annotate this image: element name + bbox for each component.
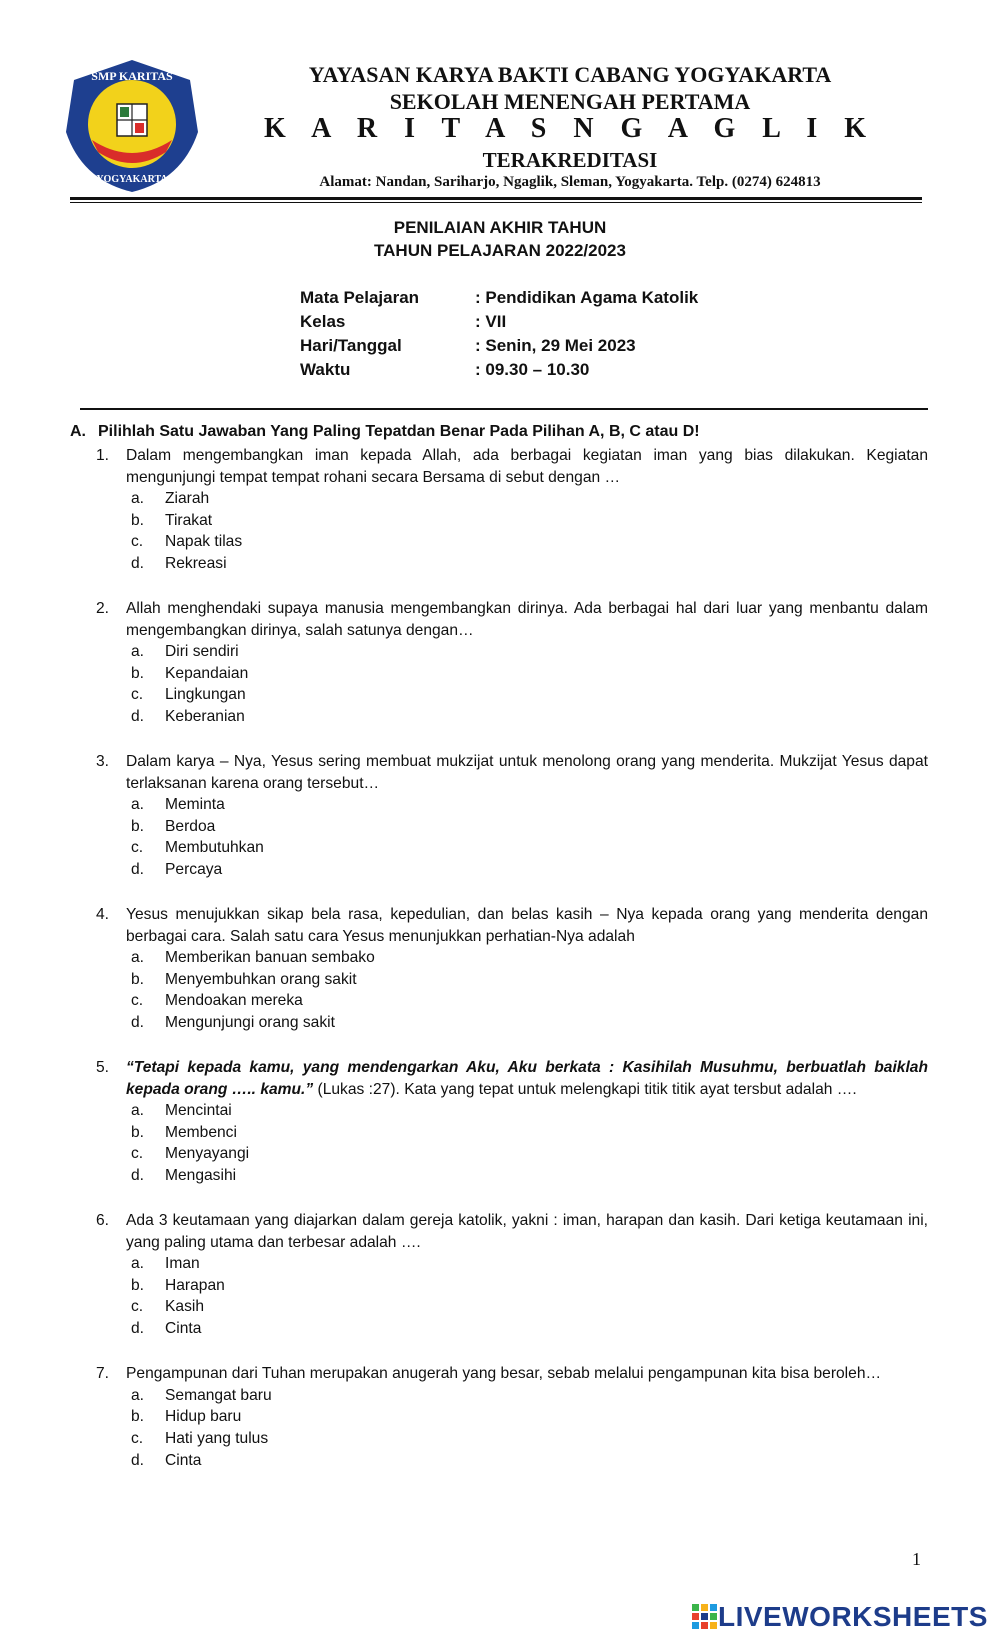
option-letter: a. <box>131 643 145 660</box>
info-label: Kelas <box>300 312 346 331</box>
option-c[interactable] <box>131 1296 928 1318</box>
liveworksheets-logo-icon <box>692 1604 718 1630</box>
option-letter: d. <box>131 555 145 573</box>
option-letter: c. <box>131 533 144 551</box>
option-c[interactable] <box>131 531 928 553</box>
option-letter: c. <box>131 1429 144 1447</box>
option-letter: b. <box>131 1408 145 1426</box>
option-b[interactable] <box>131 816 928 838</box>
question-number: 6. <box>96 1212 110 1229</box>
option-b[interactable] <box>131 969 928 991</box>
option-text: Keberanian <box>165 708 245 726</box>
option-letter: b. <box>131 1276 145 1294</box>
school-address: Alamat: Nandan, Sariharjo, Ngaglik, Sleman, Yogyakarta. Telp. (0274) 624813 <box>319 174 821 190</box>
option-letter: c. <box>131 1298 144 1316</box>
question-1 <box>96 445 928 575</box>
option-text: Semangat baru <box>165 1386 272 1404</box>
option-d[interactable] <box>131 553 928 575</box>
option-b[interactable] <box>131 1406 928 1428</box>
option-letter: a. <box>131 949 145 966</box>
liveworksheets-watermark[interactable] <box>692 1602 988 1632</box>
option-text: Tirakat <box>165 511 213 529</box>
option-a[interactable] <box>131 641 928 663</box>
option-c[interactable] <box>131 1428 928 1450</box>
option-text: Iman <box>165 1255 200 1272</box>
option-text: Diri sendiri <box>165 643 239 660</box>
option-letter: b. <box>131 664 145 682</box>
option-text: Membenci <box>165 1123 237 1141</box>
question-number: 4. <box>96 906 110 923</box>
section-letter: A. <box>70 423 86 440</box>
option-text: Menyembuhkan orang sakit <box>165 970 357 988</box>
option-b[interactable] <box>131 1275 928 1297</box>
option-letter: d. <box>131 1320 145 1338</box>
option-d[interactable] <box>131 1318 928 1340</box>
question-number: 1. <box>96 447 110 464</box>
question-7 <box>96 1363 928 1471</box>
info-label: Hari/Tanggal <box>300 336 402 355</box>
question-text: Dalam karya – Nya, Yesus sering membuat mukzijat untuk menolong orang yang menderita. Mukzijat Yesus dapat terlaksanan karena orang tersebut… <box>126 753 928 792</box>
info-value: : Pendidikan Agama Katolik <box>475 288 699 307</box>
option-c[interactable] <box>131 990 928 1012</box>
option-letter: a. <box>131 1102 145 1119</box>
question-6 <box>96 1210 928 1340</box>
question-text: Allah menghendaki supaya manusia mengembangkan dirinya. Ada berbagai hal dari luar yang menbantu dalam mengembangkan dirinya, salah satunya dengan… <box>126 600 928 639</box>
option-a[interactable] <box>131 1385 928 1407</box>
option-text: Mengasihi <box>165 1167 237 1185</box>
page-number: 1 <box>912 1549 921 1569</box>
question-text: Yesus menujukkan sikap bela rasa, kepedulian, dan belas kasih – Nya kepada orang yang menderita dengan berbagai cara. Salah satu cara Yesus menunjukkan perhatian-Nya adalah <box>126 906 928 945</box>
info-value: : Senin, 29 Mei 2023 <box>475 336 636 355</box>
option-b[interactable] <box>131 510 928 532</box>
option-text: Membutuhkan <box>165 839 264 857</box>
info-label: Mata Pelajaran <box>300 288 420 307</box>
info-divider <box>80 408 928 410</box>
question-number: 3. <box>96 753 110 770</box>
option-b[interactable] <box>131 1122 928 1144</box>
option-letter: b. <box>131 970 145 988</box>
instruction-text: Pilihlah Satu Jawaban Yang Paling Tepatdan Benar Pada Pilihan A, B, C atau D! <box>98 423 700 440</box>
accreditation: TERAKREDITASI <box>482 148 658 172</box>
watermark-text: LIVEWORKSHEETS <box>718 1601 988 1632</box>
option-letter: a. <box>131 796 145 813</box>
option-d[interactable] <box>131 1165 928 1187</box>
option-c[interactable] <box>131 684 928 706</box>
info-label: Waktu <box>300 360 351 379</box>
option-d[interactable] <box>131 859 928 881</box>
exam-title: PENILAIAN AKHIR TAHUN <box>393 218 607 237</box>
question-text <box>126 1057 928 1100</box>
option-d[interactable] <box>131 1450 928 1472</box>
section-instruction <box>70 423 700 441</box>
option-text: Harapan <box>165 1276 225 1294</box>
option-letter: d. <box>131 861 145 879</box>
option-text: Mencintai <box>165 1102 232 1119</box>
option-a[interactable] <box>131 488 928 510</box>
option-letter: c. <box>131 839 144 857</box>
option-text: Ziarah <box>165 490 210 507</box>
option-text: Mengunjungi orang sakit <box>165 1014 335 1032</box>
option-text: Napak tilas <box>165 533 243 551</box>
school-level: SEKOLAH MENENGAH PERTAMA <box>389 89 751 114</box>
option-letter: c. <box>131 1145 144 1163</box>
question-3 <box>96 751 928 881</box>
header-divider-thin <box>70 202 922 203</box>
option-text: Mendoakan mereka <box>165 992 303 1010</box>
option-text: Cinta <box>165 1320 202 1338</box>
option-letter: d. <box>131 708 145 726</box>
option-text: Lingkungan <box>165 686 246 704</box>
question-continuation: (Lukas :27). Kata yang tepat untuk melengkapi titik titik ayat tersbut adalah …. <box>313 1080 857 1098</box>
option-text: Kasih <box>165 1298 205 1316</box>
option-letter: a. <box>131 490 145 507</box>
option-text: Percaya <box>165 861 223 879</box>
question-text: Dalam mengembangkan iman kepada Allah, ada berbagai kegiatan iman yang bias dilakukan. Kegiatan mengunjungi tempat tempat rohani secara Bersama di sebut dengan … <box>126 447 928 486</box>
option-text: Memberikan banuan sembako <box>165 949 375 966</box>
option-d[interactable] <box>131 1012 928 1034</box>
option-letter: a. <box>131 1386 145 1404</box>
option-text: Cinta <box>165 1451 202 1469</box>
question-text: Ada 3 keutamaan yang diajarkan dalam gereja katolik, yakni : iman, harapan dan kasih. Dari ketiga keutamaan ini, yang paling utama dan terbesar adalah …. <box>126 1212 928 1251</box>
option-letter: c. <box>131 686 144 704</box>
option-letter: d. <box>131 1014 145 1032</box>
option-text: Hidup baru <box>165 1408 242 1426</box>
option-letter: c. <box>131 992 144 1010</box>
option-text: Rekreasi <box>165 555 227 573</box>
logo-bottom-text: YOGYAKARTA <box>96 174 168 185</box>
question-2 <box>96 598 928 728</box>
question-number: 2. <box>96 600 110 617</box>
exam-year: TAHUN PELAJARAN 2022/2023 <box>374 241 626 260</box>
foundation-name: YAYASAN KARYA BAKTI CABANG YOGYAKARTA <box>308 62 832 87</box>
option-a[interactable] <box>131 1253 928 1275</box>
option-letter: d. <box>131 1451 145 1469</box>
header-divider <box>70 197 922 200</box>
school-name: K A R I T A S N G A G L I K <box>263 113 877 144</box>
option-text: Menyayangi <box>165 1145 250 1163</box>
option-letter: b. <box>131 1123 145 1141</box>
option-letter: b. <box>131 511 145 529</box>
option-letter: a. <box>131 1255 145 1272</box>
option-letter: b. <box>131 817 145 835</box>
option-text: Kepandaian <box>165 664 249 682</box>
logo-top-text: SMP KARITAS <box>91 69 173 83</box>
option-a[interactable] <box>131 1100 928 1122</box>
option-a[interactable] <box>131 794 928 816</box>
option-c[interactable] <box>131 837 928 859</box>
bible-quote: “Tetapi kepada kamu, yang mendengarkan Aku, Aku berkata : Kasihilah Musuhmu, berbuatlah baiklah kepada orang ….. kamu.” <box>126 1059 928 1098</box>
option-text: Hati yang tulus <box>165 1429 269 1447</box>
option-text: Berdoa <box>165 817 216 835</box>
option-c[interactable] <box>131 1143 928 1165</box>
question-number: 7. <box>96 1365 110 1382</box>
option-d[interactable] <box>131 706 928 728</box>
question-5 <box>96 1057 928 1187</box>
question-number: 5. <box>96 1059 110 1076</box>
option-text: Meminta <box>165 796 225 813</box>
option-a[interactable] <box>131 947 928 969</box>
info-value: : 09.30 – 10.30 <box>475 360 590 379</box>
question-text: Pengampunan dari Tuhan merupakan anugerah yang besar, sebab melalui pengampunan kita bisa beroleh… <box>126 1365 882 1382</box>
info-value: : VII <box>475 312 507 331</box>
option-letter: d. <box>131 1167 145 1185</box>
question-4 <box>96 904 928 1034</box>
option-b[interactable] <box>131 663 928 685</box>
